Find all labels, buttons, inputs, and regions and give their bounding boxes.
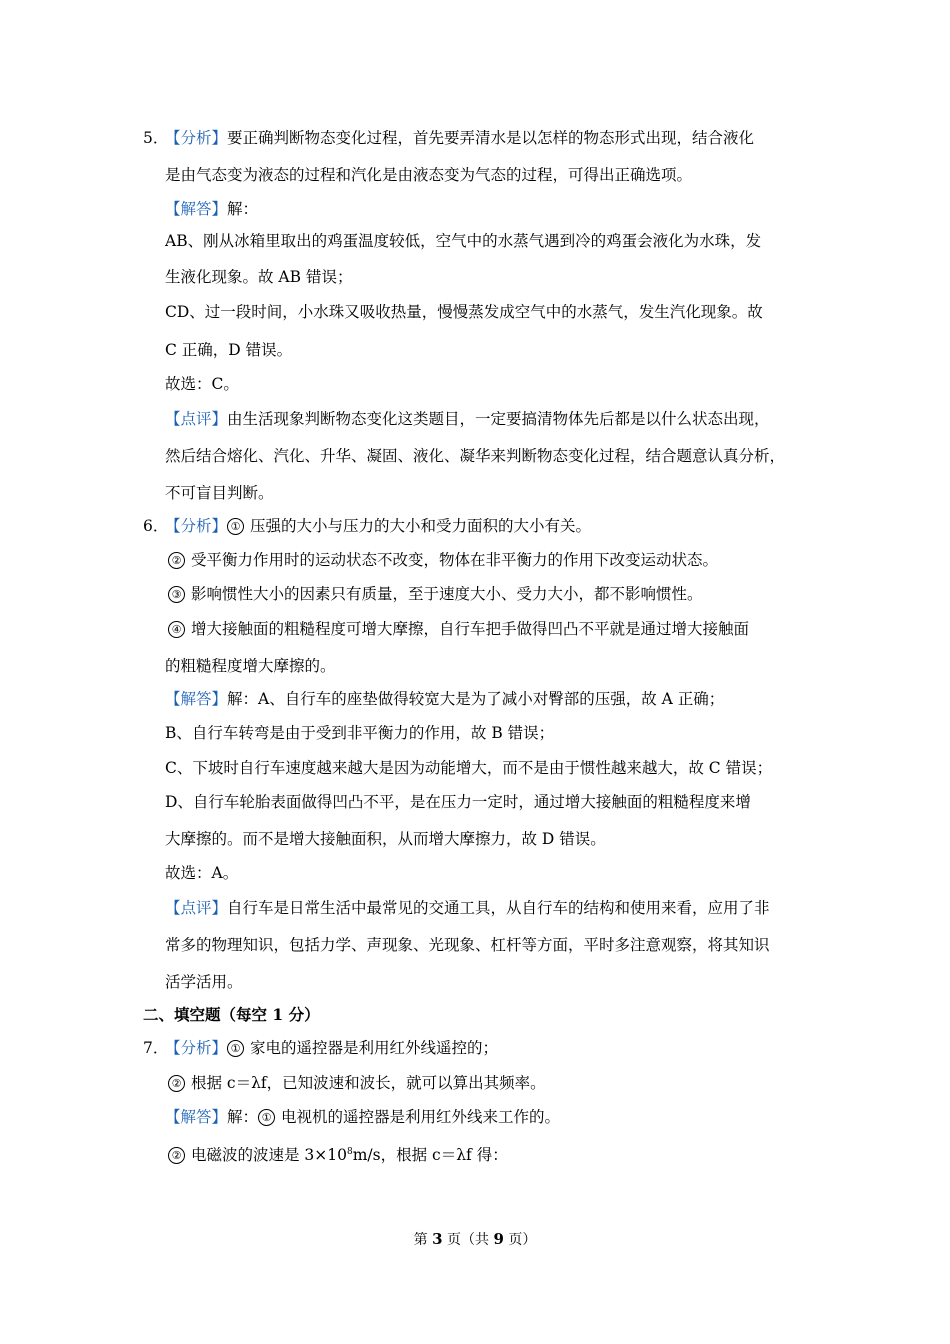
choice-line: 故选：A。 xyxy=(165,864,239,882)
choice-line: 故选：C。 xyxy=(165,375,239,393)
text-line: 压强的大小与压力的大小和受力面积的大小有关。 xyxy=(250,517,592,535)
circled-number-icon: ② xyxy=(168,552,185,569)
question-number: 5． xyxy=(143,129,169,147)
text-line: AB、刚从冰箱里取出的鸡蛋温度较低，空气中的水蒸气遇到冷的鸡蛋会液化为水珠，发 xyxy=(165,232,762,250)
comment-tag: 【点评】 xyxy=(165,899,228,917)
text-line: 要正确判断物态变化过程，首先要弄清水是以怎样的物态形式出现，结合液化 xyxy=(227,129,755,147)
circled-number-icon: ② xyxy=(168,1075,185,1092)
text-line: C 正确，D 错误。 xyxy=(165,341,293,359)
analysis-paragraph xyxy=(165,1037,498,1059)
circled-number-icon: ① xyxy=(227,1040,244,1057)
text-line: 活学活用。 xyxy=(165,973,243,991)
answer-paragraph xyxy=(165,198,258,220)
analysis-tag: 【分析】 xyxy=(165,129,228,147)
text-line: 根据 c＝λf，已知波速和波长，就可以算出其频率。 xyxy=(191,1074,546,1092)
circled-number-icon: ① xyxy=(258,1109,275,1126)
comment-paragraph xyxy=(165,408,770,430)
text-line: 电磁波的波速是 3×10 xyxy=(191,1146,347,1165)
text-line: 家电的遥控器是利用红外线遥控的； xyxy=(250,1039,499,1057)
analysis-paragraph xyxy=(165,515,591,537)
text-line: m/s，根据 c＝λf 得： xyxy=(352,1146,508,1165)
page-footer xyxy=(0,1229,950,1250)
text-line: 是由气态变为液态的过程和汽化是由液态变为气态的过程，可得出正确选项。 xyxy=(165,166,693,184)
analysis-item xyxy=(168,549,718,571)
text-line: CD、过一段时间，小水珠又吸收热量，慢慢蒸发成空气中的水蒸气，发生汽化现象。故 xyxy=(165,303,763,321)
text-line: 生液化现象。故 AB 错误； xyxy=(165,268,353,286)
circled-number-icon: ② xyxy=(168,1147,185,1164)
exponent: 8 xyxy=(347,1147,353,1157)
text-line: D、自行车轮胎表面做得凹凸不平，是在压力一定时，通过增大接触面的粗糙程度来增 xyxy=(165,793,751,811)
answer-paragraph xyxy=(165,1106,560,1128)
answer-tag: 【解答】 xyxy=(165,1108,228,1126)
answer-paragraph xyxy=(165,688,724,710)
analysis-tag: 【分析】 xyxy=(165,1039,228,1057)
comment-paragraph xyxy=(165,897,770,919)
answer-item xyxy=(168,1141,508,1166)
text-line: 解： xyxy=(227,200,259,218)
text-line: 的粗糙程度增大摩擦的。 xyxy=(165,657,336,675)
footer-prefix: 第 xyxy=(413,1232,428,1248)
circled-number-icon: ④ xyxy=(168,621,185,638)
current-page: 3 xyxy=(432,1230,443,1248)
text-line: 解： xyxy=(227,1108,259,1126)
text-line: 受平衡力作用时的运动状态不改变，物体在非平衡力的作用下改变运动状态。 xyxy=(191,551,719,569)
text-line: 不可盲目判断。 xyxy=(165,484,274,502)
text-line: 常多的物理知识，包括力学、声现象、光现象、杠杆等方面，平时多注意观察，将其知识 xyxy=(165,936,770,954)
answer-tag: 【解答】 xyxy=(165,200,228,218)
question-number: 7． xyxy=(143,1039,169,1057)
circled-number-icon: ① xyxy=(227,518,244,535)
text-line: B、自行车转弯是由于受到非平衡力的作用，故 B 错误； xyxy=(165,724,555,742)
analysis-item xyxy=(168,1072,546,1094)
analysis-paragraph xyxy=(165,127,754,149)
question-number: 6． xyxy=(143,517,169,535)
footer-suffix: 页） xyxy=(508,1232,537,1248)
answer-tag: 【解答】 xyxy=(165,690,228,708)
text-line: 电视机的遥控器是利用红外线来工作的。 xyxy=(281,1108,561,1126)
total-pages: 9 xyxy=(493,1230,504,1248)
section-heading: 二、填空题（每空 1 分） xyxy=(143,1005,320,1024)
comment-tag: 【点评】 xyxy=(165,410,228,428)
text-line: 自行车是日常生活中最常见的交通工具，从自行车的结构和使用来看，应用了非 xyxy=(227,899,770,917)
text-line: 大摩擦的。而不是增大接触面积，从而增大摩擦力，故 D 错误。 xyxy=(165,830,606,848)
analysis-item xyxy=(168,583,703,605)
analysis-item xyxy=(168,618,749,640)
text-line: 影响惯性大小的因素只有质量，至于速度大小、受力大小，都不影响惯性。 xyxy=(191,585,703,603)
text-line: 增大接触面的粗糙程度可增大摩擦，自行车把手做得凹凸不平就是通过增大接触面 xyxy=(191,620,750,638)
text-line: C、下坡时自行车速度越来越大是因为动能增大，而不是由于惯性越来越大，故 C 错误； xyxy=(165,759,773,777)
text-line: 由生活现象判断物态变化这类题目，一定要搞清物体先后都是以什么状态出现， xyxy=(227,410,770,428)
footer-middle: 页（共 xyxy=(447,1232,489,1248)
circled-number-icon: ③ xyxy=(168,586,185,603)
text-line: 解：A、自行车的座垫做得较宽大是为了减小对臀部的压强，故 A 正确； xyxy=(227,690,725,708)
analysis-tag: 【分析】 xyxy=(165,517,228,535)
text-line: 然后结合熔化、汽化、升华、凝固、液化、凝华来判断物态变化过程，结合题意认真分析， xyxy=(165,447,786,465)
